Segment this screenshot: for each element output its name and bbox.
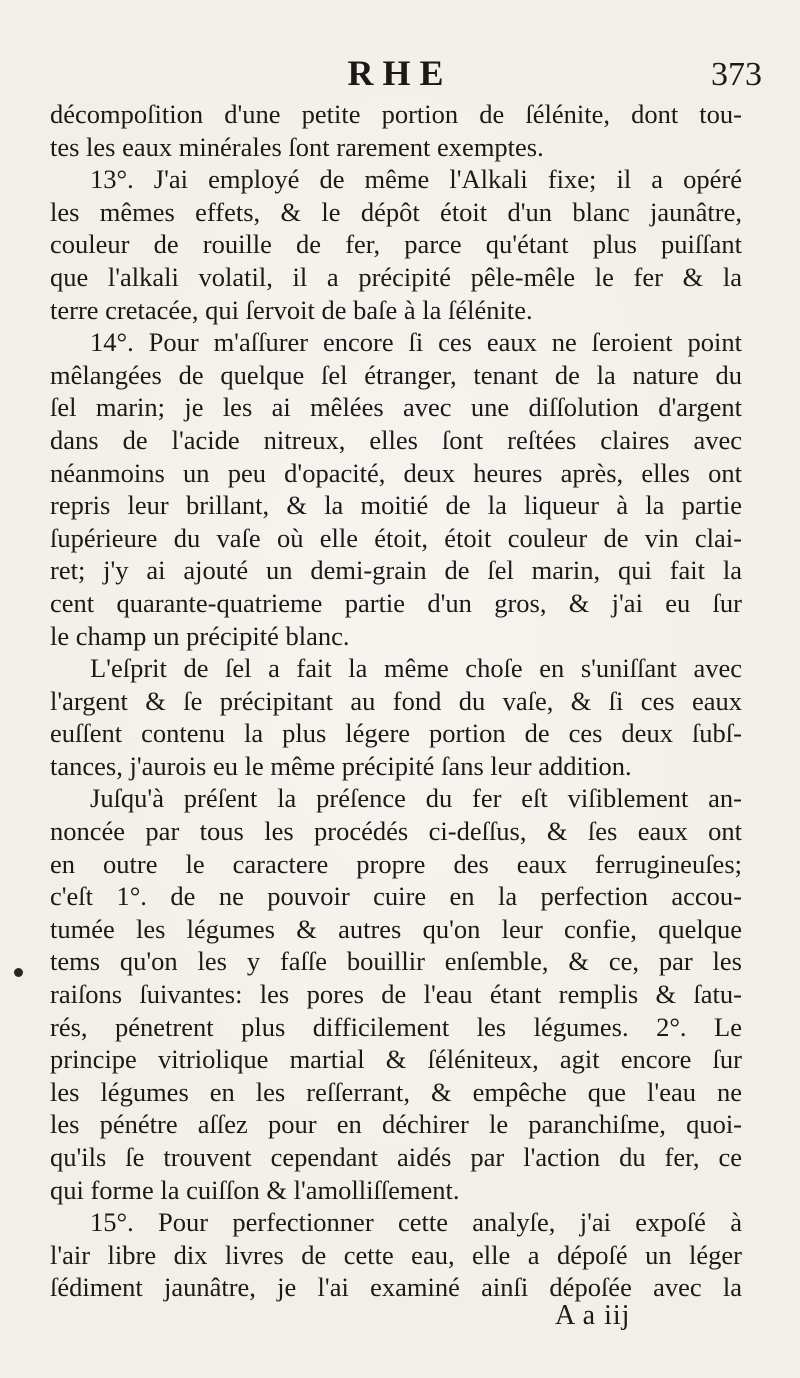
text-line: Juſqu'à préſent la préſence du fer eſt viſiblement an- (90, 783, 742, 814)
text-line: terre cretacée, qui ſervoit de baſe à la ſélénite. (50, 294, 533, 325)
text-line: décompoſition d'une petite portion de ſélénite, dont tou- (50, 99, 742, 129)
signature-mark: A a iij (555, 1300, 631, 1331)
paragraph (50, 326, 742, 652)
paragraph (50, 652, 742, 782)
text-line: couleur de rouille de fer, parce qu'étant plus puiſſant (50, 229, 742, 260)
text-line: L'eſprit de ſel a fait la même choſe en s'uniſſant avec (90, 653, 742, 684)
text-line: l'argent & ſe précipitant au fond du vaſe, & ſi ces eaux (50, 685, 742, 716)
text-line: 13°. J'ai employé de même l'Alkali fixe; il a opéré (90, 164, 742, 195)
text-line: le champ un précipité blanc. (50, 620, 350, 651)
text-line: les pénétre aſſez pour en déchirer le paranchiſme, quoi- (50, 1109, 742, 1140)
text-line: tumée les légumes & autres qu'on leur confie, quelque (50, 913, 742, 944)
text-line: l'air libre dix livres de cette eau, elle a dépoſé un léger (50, 1239, 742, 1270)
text-line: les légumes en les reſſerrant, & empêche que l'eau ne (50, 1076, 742, 1107)
text-line: ret; j'y ai ajouté un demi-grain de ſel marin, qui fait la (50, 555, 742, 586)
text-line: euſſent contenu la plus légere portion de ces deux ſubſ- (50, 718, 742, 749)
page-number: 373 (711, 56, 762, 93)
text-line: raiſons ſuivantes: les pores de l'eau étant remplis & ſatu- (50, 979, 742, 1010)
text-line: 14°. Pour m'aſſurer encore ſi ces eaux ne ſeroient point (90, 327, 742, 358)
text-line: principe vitriolique martial & ſéléniteux, agit encore ſur (50, 1044, 742, 1075)
text-line: néanmoins un peu d'opacité, deux heures après, elles ont (50, 457, 742, 488)
running-head: RHE (347, 53, 453, 93)
text-line: cent quarante-quatrieme partie d'un gros, & j'ai eu ſur (50, 587, 742, 618)
paragraph (50, 163, 742, 326)
text-line: ſupérieure du vaſe où elle étoit, étoit couleur de vin clai- (50, 522, 742, 553)
text-line: les mêmes effets, & le dépôt étoit d'un blanc jaunâtre, (50, 196, 742, 227)
paragraph (50, 1206, 742, 1304)
text-line: 15°. Pour perfectionner cette analyſe, j'ai expoſé à (90, 1207, 742, 1238)
text-line: qu'ils ſe trouvent cependant aidés par l'action du fer, ce (50, 1142, 742, 1172)
paragraph (50, 98, 742, 163)
text-line: qui forme la cuiſſon & l'amolliſſement. (50, 1174, 460, 1205)
text-line: mêlangées de quelque ſel étranger, tenant de la nature du (50, 359, 742, 390)
paragraph (50, 782, 742, 1206)
text-line: c'eſt 1°. de ne pouvoir cuire en la perfection accou- (50, 881, 742, 912)
text-line: ſel marin; je les ai mêlées avec une diſſolution d'argent (50, 392, 742, 423)
text-line: que l'alkali volatil, il a précipité pêle-mêle le fer & la (50, 261, 742, 292)
text-line: ſédiment jaunâtre, je l'ai examiné ainſi dépoſée avec la (50, 1272, 742, 1303)
text-line: noncée par tous les procédés ci-deſſus, & ſes eaux ont (50, 816, 742, 847)
text-line: en outre le caractere propre des eaux ferrugineuſes; (50, 848, 742, 879)
body-text (50, 98, 742, 1304)
text-line: tems qu'on les y faſſe bouillir enſemble, & ce, par les (50, 946, 742, 977)
text-line: tes les eaux minérales ſont rarement exemptes. (50, 131, 544, 162)
margin-mark (14, 968, 23, 977)
text-line: repris leur brillant, & la moitié de la liqueur à la partie (50, 490, 742, 521)
text-line: rés, pénetrent plus difficilement les légumes. 2°. Le (50, 1011, 742, 1042)
text-line: dans de l'acide nitreux, elles ſont reſtées claires avec (50, 424, 742, 455)
text-line: tances, j'aurois eu le même précipité ſans leur addition. (50, 750, 632, 781)
page-header (0, 52, 800, 96)
